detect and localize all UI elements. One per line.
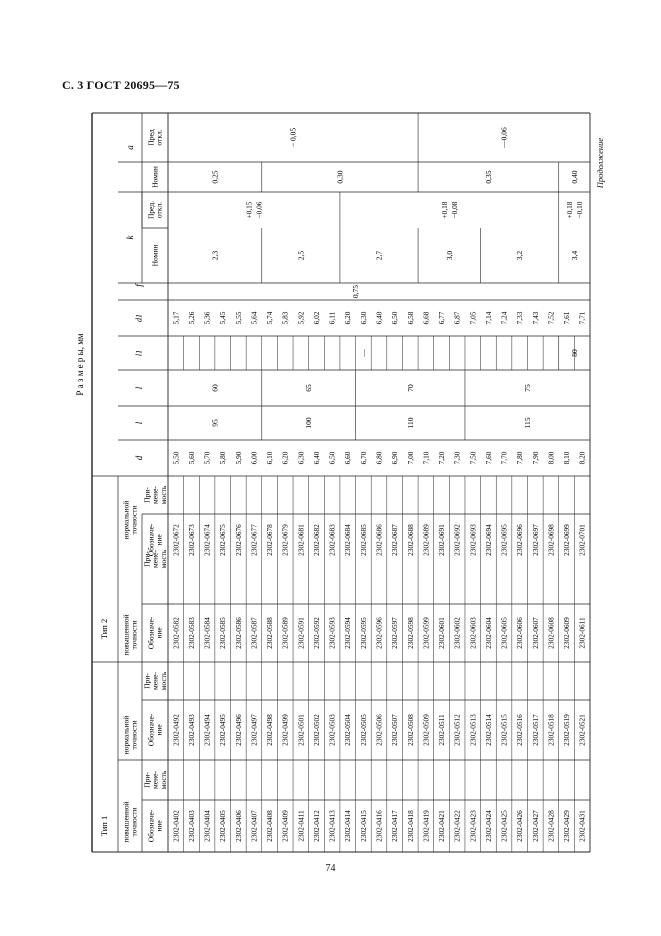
application-heading: мене- xyxy=(150,550,160,568)
type1-increased-code: 2302-0424 xyxy=(483,810,493,842)
type1-normal-code: 2302-0515 xyxy=(499,714,509,746)
type1-increased-code: 2302-0421 xyxy=(437,810,447,842)
type1-increased-code: 2302-0427 xyxy=(530,810,540,842)
k-tol-heading: откл. xyxy=(154,201,164,219)
value-d: 7,30 xyxy=(452,451,462,465)
type1-increased-code: 2302-0409 xyxy=(280,810,290,842)
type2-normal-code: 2302-0683 xyxy=(327,524,337,556)
type1-normal-heading: нормальной xyxy=(121,715,131,755)
value-d: 6,10 xyxy=(265,451,275,465)
value-k: 3,0 xyxy=(444,250,454,261)
type2-increased-heading: точности xyxy=(129,620,139,650)
application-heading: мость xyxy=(158,770,168,790)
value-d1: 5,92 xyxy=(296,311,306,325)
value-d1: 5,26 xyxy=(186,311,196,325)
type2-increased-code: 2302-0605 xyxy=(499,617,509,649)
type1-normal-code: 2302-0495 xyxy=(218,714,228,746)
value-L: 100 xyxy=(304,417,314,429)
value-d1: 6,68 xyxy=(421,311,431,325)
type1-increased-code: 2302-0416 xyxy=(374,810,384,842)
type2-normal-code: 2302-0693 xyxy=(468,524,478,556)
value-a: 0,30 xyxy=(335,170,345,184)
type2-increased-code: 2302-0603 xyxy=(468,617,478,649)
application-heading: мость xyxy=(158,485,168,505)
type2-normal-code: 2302-0696 xyxy=(515,524,525,556)
type2-normal-code: 2302-0679 xyxy=(280,524,290,556)
type2-increased-code: 2302-0583 xyxy=(186,617,196,649)
col-k-heading: k xyxy=(125,235,135,240)
type2-normal-code: 2302-0698 xyxy=(546,524,556,556)
type1-normal-code: 2302-0513 xyxy=(468,714,478,746)
type2-normal-code: 2302-0672 xyxy=(171,524,181,556)
type2-normal-code: 2302-0684 xyxy=(343,524,353,556)
type1-increased-code: 2302-0408 xyxy=(265,810,275,842)
designation-heading: ние xyxy=(154,724,164,736)
type1-normal-code: 2302-0507 xyxy=(390,714,400,746)
value-l: 65 xyxy=(304,384,314,392)
value-d1: 7,71 xyxy=(577,311,587,325)
type1-heading: Тип 1 xyxy=(99,815,109,837)
value-l1: 80 xyxy=(569,349,579,357)
value-d: 6,80 xyxy=(374,451,384,465)
type2-increased-code: 2302-0608 xyxy=(546,617,556,649)
value-d: 7,20 xyxy=(437,451,447,465)
type2-normal-code: 2302-0675 xyxy=(218,524,228,556)
type1-increased-code: 2302-0417 xyxy=(390,810,400,842)
type1-increased-code: 2302-0431 xyxy=(577,810,587,842)
type2-normal-code: 2302-0685 xyxy=(358,524,368,556)
value-d1: 7,33 xyxy=(515,311,525,325)
value-d1: 5,45 xyxy=(218,311,228,325)
value-d1: 7,61 xyxy=(562,311,572,325)
type2-increased-code: 2302-0601 xyxy=(437,617,447,649)
type2-increased-heading: повышенной xyxy=(121,614,131,656)
type1-increased-code: 2302-0415 xyxy=(358,810,368,842)
type1-normal-code: 2302-0497 xyxy=(249,714,259,746)
designation-heading: ние xyxy=(154,627,164,639)
type1-normal-code: 2302-0504 xyxy=(343,714,353,746)
type1-increased-code: 2302-0428 xyxy=(546,810,556,842)
value-d1: 5,17 xyxy=(171,311,181,325)
value-d: 5,70 xyxy=(202,451,212,465)
value-k: 3,4 xyxy=(569,250,579,261)
type1-normal-code: 2302-0508 xyxy=(405,714,415,746)
a-tol-heading: Пред xyxy=(146,129,156,146)
type1-normal-code: 2302-0498 xyxy=(265,714,275,746)
type2-increased-code: 2302-0593 xyxy=(327,617,337,649)
type1-increased-heading: повышенной xyxy=(121,801,131,843)
type2-normal-code: 2302-0681 xyxy=(296,524,306,556)
value-k-tol-upper: +0,15 xyxy=(244,201,254,219)
value-d: 7,60 xyxy=(483,451,493,465)
type2-normal-code: 2302-0694 xyxy=(483,524,493,556)
type1-increased-heading: точности xyxy=(129,807,139,837)
type1-normal-code: 2302-0492 xyxy=(171,714,181,746)
type1-normal-code: 2302-0514 xyxy=(483,714,493,746)
value-d: 7,00 xyxy=(405,451,415,465)
type2-normal-code: 2302-0687 xyxy=(390,524,400,556)
value-d1: 6,50 xyxy=(390,311,400,325)
value-a-tol: − 0,05 xyxy=(288,127,298,148)
application-heading: При- xyxy=(142,772,152,788)
type1-normal-code: 2302-0493 xyxy=(186,714,196,746)
type1-normal-code: 2302-0502 xyxy=(311,714,321,746)
application-heading: При- xyxy=(142,487,152,503)
value-k-tol-upper: +0,18 xyxy=(439,201,449,219)
sizes-title: Р а з м е р ы, мм xyxy=(75,333,85,396)
type1-normal-code: 2302-0509 xyxy=(421,714,431,746)
value-d1: 5,74 xyxy=(265,311,275,325)
value-l: 70 xyxy=(405,384,415,392)
value-d: 7,50 xyxy=(468,451,478,465)
designation-heading: Обозначе- xyxy=(146,523,156,557)
col-l1-heading: l1 xyxy=(134,349,144,357)
type1-increased-code: 2302-0404 xyxy=(202,810,212,842)
value-f: 0,75 xyxy=(351,284,361,299)
type1-normal-code: 2302-0505 xyxy=(358,714,368,746)
value-d: 5,80 xyxy=(218,451,228,465)
value-d1: 5,55 xyxy=(233,311,243,325)
col-f-heading: f xyxy=(134,284,144,287)
type1-normal-code: 2302-0521 xyxy=(577,714,587,746)
value-d: 5,50 xyxy=(171,451,181,465)
type1-normal-heading: точности xyxy=(129,720,139,750)
col-d-heading: d xyxy=(134,455,144,461)
value-d1: 7,14 xyxy=(483,311,493,325)
value-d: 6,60 xyxy=(343,451,353,465)
application-heading: мене- xyxy=(150,486,160,504)
type2-increased-code: 2302-0594 xyxy=(343,617,353,649)
designation-heading: ние xyxy=(154,820,164,832)
type2-increased-code: 2302-0609 xyxy=(562,617,572,649)
value-d1: 7,05 xyxy=(468,311,478,325)
type2-increased-code: 2302-0585 xyxy=(218,617,228,649)
type2-normal-code: 2302-0688 xyxy=(405,524,415,556)
application-heading: мене- xyxy=(150,672,160,690)
type2-normal-code: 2302-0677 xyxy=(249,524,259,556)
type1-increased-code: 2302-0412 xyxy=(311,810,321,842)
type1-increased-code: 2302-0429 xyxy=(562,810,572,842)
value-d: 8,10 xyxy=(562,451,572,465)
type1-increased-code: 2302-0407 xyxy=(249,810,259,842)
type2-increased-code: 2302-0604 xyxy=(483,617,493,649)
value-L: 110 xyxy=(405,417,415,429)
type2-normal-code: 2302-0676 xyxy=(233,524,243,556)
type1-normal-code: 2302-0512 xyxy=(452,714,462,746)
value-a: 0,25 xyxy=(210,170,220,184)
type2-increased-code: 2302-0607 xyxy=(530,617,540,649)
continuation-label: Продолжение xyxy=(595,137,605,189)
type2-normal-code: 2302-0691 xyxy=(437,524,447,556)
application-heading: мене- xyxy=(150,771,160,789)
value-L: 115 xyxy=(522,417,532,429)
type2-increased-code: 2302-0597 xyxy=(390,617,400,649)
value-d: 6,50 xyxy=(327,451,337,465)
value-d1: 7,24 xyxy=(499,311,509,325)
type2-increased-code: 2302-0596 xyxy=(374,617,384,649)
col-l-heading: l xyxy=(134,386,144,390)
type1-increased-code: 2302-0418 xyxy=(405,810,415,842)
type1-normal-code: 2302-0494 xyxy=(202,714,212,746)
value-L: 95 xyxy=(210,419,220,427)
k-nomin-heading: Номин xyxy=(150,244,160,267)
designation-heading: Обозначе- xyxy=(146,713,156,747)
k-tol-heading: Пред. xyxy=(146,200,156,220)
value-d1: 6,11 xyxy=(327,311,337,325)
type2-increased-code: 2302-0602 xyxy=(452,617,462,649)
application-heading: При- xyxy=(142,551,152,567)
type1-increased-code: 2302-0406 xyxy=(233,810,243,842)
type1-increased-code: 2302-0423 xyxy=(468,810,478,842)
value-d1: 6,30 xyxy=(358,311,368,325)
type2-increased-code: 2302-0599 xyxy=(421,617,431,649)
value-d1: 6,58 xyxy=(405,311,415,325)
value-k-tol-lower: −0,10 xyxy=(574,201,584,219)
value-d1: 6,02 xyxy=(311,311,321,325)
designation-heading: Обозначе- xyxy=(146,616,156,650)
a-nomin-heading: Номин xyxy=(150,166,160,188)
type2-increased-code: 2302-0582 xyxy=(171,617,181,649)
type2-normal-code: 2302-0686 xyxy=(374,524,384,556)
value-d1: 5,36 xyxy=(202,311,212,325)
type2-increased-code: 2302-0598 xyxy=(405,617,415,649)
value-d: 6,00 xyxy=(249,451,259,465)
value-d: 6,40 xyxy=(311,451,321,465)
type2-normal-code: 2302-0692 xyxy=(452,524,462,556)
type1-increased-code: 2302-0405 xyxy=(218,810,228,842)
value-d1: 6,40 xyxy=(374,311,384,325)
value-k: 2,3 xyxy=(210,250,220,261)
value-d1: 6,20 xyxy=(343,311,353,325)
designation-heading: Обозначе- xyxy=(146,809,156,843)
value-d1: 7,52 xyxy=(546,311,556,325)
type2-normal-code: 2302-0701 xyxy=(577,524,587,556)
value-k: 2,7 xyxy=(374,250,384,261)
type1-increased-code: 2302-0422 xyxy=(452,810,462,842)
value-d: 6,90 xyxy=(390,451,400,465)
value-d: 6,20 xyxy=(280,451,290,465)
type1-increased-code: 2302-0403 xyxy=(186,810,196,842)
type1-increased-code: 2302-0425 xyxy=(499,810,509,842)
type1-normal-code: 2302-0496 xyxy=(233,714,243,746)
type2-increased-code: 2302-0589 xyxy=(280,617,290,649)
type2-increased-code: 2302-0584 xyxy=(202,617,212,649)
value-k-tol-lower: −0,08 xyxy=(449,201,459,219)
value-d1: 6,77 xyxy=(437,311,447,325)
value-l1: — xyxy=(358,349,368,357)
type1-increased-code: 2302-0411 xyxy=(296,810,306,842)
type2-normal-code: 2302-0699 xyxy=(562,524,572,556)
type1-increased-code: 2302-0414 xyxy=(343,810,353,842)
value-d1: 5,83 xyxy=(280,311,290,325)
type1-increased-code: 2302-0413 xyxy=(327,810,337,842)
value-d: 5,90 xyxy=(233,451,243,465)
type1-normal-code: 2302-0501 xyxy=(296,714,306,746)
value-d: 5,60 xyxy=(186,451,196,465)
value-d: 6,30 xyxy=(296,451,306,465)
type2-normal-code: 2302-0695 xyxy=(499,524,509,556)
type2-increased-code: 2302-0588 xyxy=(265,617,275,649)
type2-normal-code: 2302-0697 xyxy=(530,524,540,556)
type2-increased-code: 2302-0591 xyxy=(296,617,306,649)
value-d: 8,00 xyxy=(546,451,556,465)
value-d1: 5,64 xyxy=(249,311,259,325)
value-k: 2,5 xyxy=(296,250,306,261)
value-k-tol-lower: −0,06 xyxy=(254,201,264,219)
application-heading: мость xyxy=(158,671,168,691)
type2-increased-code: 2302-0586 xyxy=(233,617,243,649)
type1-normal-code: 2302-0503 xyxy=(327,714,337,746)
type2-normal-code: 2302-0678 xyxy=(265,524,275,556)
application-heading: При- xyxy=(142,673,152,689)
type1-normal-code: 2302-0516 xyxy=(515,714,525,746)
value-a: 0,35 xyxy=(483,170,493,184)
type2-normal-heading: нормальной xyxy=(121,500,131,540)
col-L-heading: l xyxy=(134,421,144,425)
type2-heading: Тип 2 xyxy=(99,618,109,640)
value-d1: 7,43 xyxy=(530,311,540,325)
type1-increased-code: 2302-0426 xyxy=(515,810,525,842)
value-d: 6,70 xyxy=(358,451,368,465)
designation-heading: ние xyxy=(154,534,164,546)
value-d: 7,80 xyxy=(515,451,525,465)
type1-normal-code: 2302-0517 xyxy=(530,714,540,746)
type2-normal-code: 2302-0682 xyxy=(311,524,321,556)
type1-normal-code: 2302-0499 xyxy=(280,714,290,746)
value-d1: 6,87 xyxy=(452,311,462,325)
page-number: 74 xyxy=(325,863,336,874)
type2-normal-code: 2302-0689 xyxy=(421,524,431,556)
type2-increased-code: 2302-0595 xyxy=(358,617,368,649)
type1-increased-code: 2302-0419 xyxy=(421,810,431,842)
type2-normal-code: 2302-0673 xyxy=(186,524,196,556)
value-d: 7,10 xyxy=(421,451,431,465)
type2-increased-code: 2302-0611 xyxy=(577,617,587,649)
type1-increased-code: 2302-0402 xyxy=(171,810,181,842)
type2-normal-heading: точности xyxy=(129,505,139,535)
type2-increased-code: 2302-0587 xyxy=(249,617,259,649)
page-header: С. 3 ГОСТ 20695—75 xyxy=(62,78,180,92)
type2-normal-code: 2302-0674 xyxy=(202,524,212,556)
application-heading: мость xyxy=(158,549,168,569)
a-tol-heading: откл. xyxy=(154,129,164,146)
type2-increased-code: 2302-0592 xyxy=(311,617,321,649)
value-a-tol: —0,06 xyxy=(499,127,509,148)
type1-normal-code: 2302-0506 xyxy=(374,714,384,746)
value-l: 60 xyxy=(210,384,220,392)
type2-increased-code: 2302-0606 xyxy=(515,617,525,649)
type1-normal-code: 2302-0519 xyxy=(562,714,572,746)
value-d: 7,90 xyxy=(530,451,540,465)
value-k: 3,2 xyxy=(515,250,525,261)
value-k-tol-upper: +0,18 xyxy=(564,201,574,219)
col-d1-heading: d1 xyxy=(134,314,144,322)
type1-normal-code: 2302-0518 xyxy=(546,714,556,746)
value-l: 75 xyxy=(522,384,532,392)
value-a: 0,40 xyxy=(569,170,579,184)
value-d: 8,20 xyxy=(577,451,587,465)
type1-normal-code: 2302-0511 xyxy=(437,714,447,746)
value-d: 7,70 xyxy=(499,451,509,465)
col-a-heading: a xyxy=(125,145,135,150)
